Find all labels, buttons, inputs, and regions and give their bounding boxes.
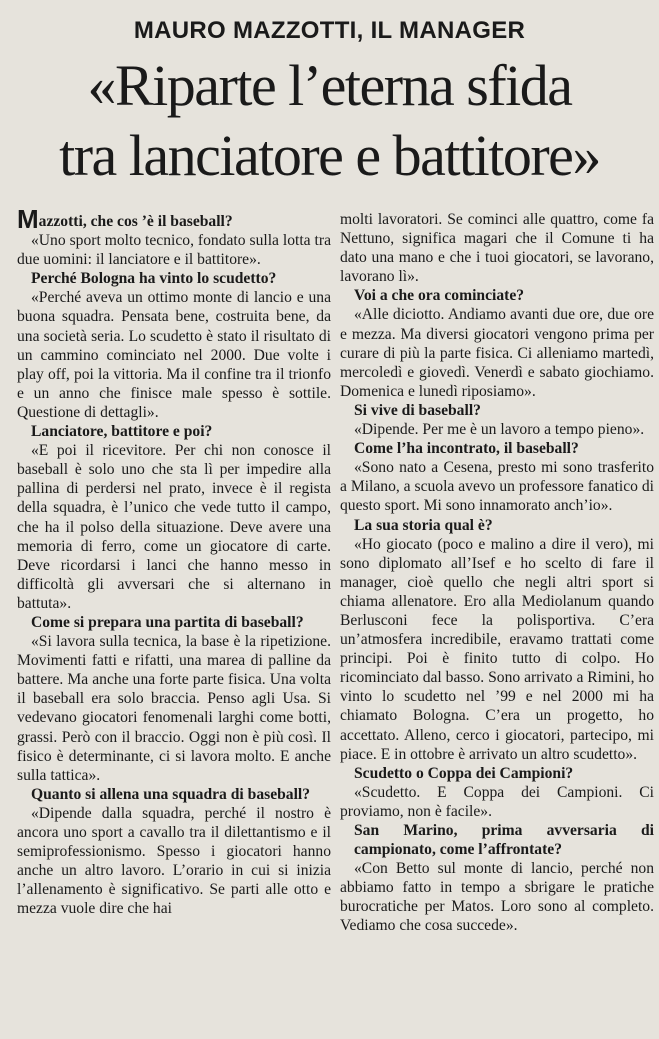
- question-8: Come l’ha incontrato, il baseball?: [354, 440, 579, 458]
- left-column: [17, 210, 331, 1036]
- answer-3: «E poi il ricevitore. Per chi non conosce il baseball è solo uno che sta lì per impedire alla pallina di perdersi nel prato, invece è il regista della squadra, è l’unico che vede tutto il campo, che ha il polso della situazione. Deve avere una memoria di ferro, come un giocatore di carte. Deve ricordarsi i lanci che hanno messo in difficoltà gli avversari che si alternano in battuta».: [17, 442, 331, 612]
- article-kicker: MAURO MAZZOTTI, IL MANAGER: [133, 17, 526, 44]
- question-5: Quanto si allena una squadra di baseball?: [31, 785, 311, 803]
- question-11: San Marino, prima avversaria di campionato, come l’affrontate?: [354, 822, 654, 859]
- question-6: Voi a che ora cominciate?: [354, 287, 525, 305]
- right-column: [340, 210, 654, 1036]
- answer-9: «Ho giocato (poco e malino a dire il vero), mi sono diplomato all’Isef e ho scelto di fare il manager, cioè quello che negli altri sport si chiama allenatore. Ero alla Mediolanum quando Berlusconi fece la polisportiva. C’era un’atmosfera incredibile, eravamo trattati come principi. Poi è finito tutto di colpo. Ho ricominciato dal basso. Sono arrivato a Rimini, ho vinto lo scudetto nel ’99 e nel 2000 mi ha chiamato Bologna. C’era un progetto, ho accettato. Alleno, cerco i giocatori, partecipo, mi piace. E in ottobre è arrivato un altro scudetto».: [340, 535, 654, 763]
- answer-2: «Perché aveva un ottimo monte di lancio e una buona squadra. Pensata bene, costruita bene, da una società seria. Lo scudetto è stato il risultato di un cammino cominciato nel 2000. Due volte i play off, poi la vittoria. Ma il confine tra il trionfo e un anno che finisce male spesso è sottile. Questione di dettagli».: [17, 289, 331, 421]
- question-2: Perché Bologna ha vinto lo scudetto?: [31, 270, 277, 288]
- drop-cap: M: [17, 210, 39, 234]
- question-4: Come si prepara una partita di baseball?: [31, 613, 304, 631]
- first-question: [17, 210, 331, 234]
- answer-11: «Con Betto sul monte di lancio, perché non abbiamo fatto in tempo a sbrigare le pratiche burocratiche per Matos. Loro sono al completo. Vediamo che cosa succede».: [340, 860, 654, 935]
- answer-4: «Si lavora sulla tecnica, la base è la ripetizione. Movimenti fatti e rifatti, una marea di palline da battere. Ma anche una forte parte fisica. Una volta il baseball era solo braccia. Penso agli Usa. Si vedevano giocatori fenomenali larghi come botti, grassi. Però con il braccio. Oggi non è più così. Il fisico è determinante, ci si lavora molto. E anche sulla tattica».: [17, 633, 331, 784]
- answer-6: «Alle diciotto. Andiamo avanti due ore, due ore e mezza. Ma diversi giocatori vengono prima per curare di più la parte fisica. Ci alleniamo martedì, mercoledì e giovedì. Venerdì e sabato giochiamo. Domenica e lunedì riposiamo».: [340, 306, 654, 400]
- answer-5-continued: molti lavoratori. Se cominci alle quattro, come fa Nettuno, significa magari che il Comune ti ha dato una mano e che i tuoi giocatori, se lavorano, lavorano lì».: [340, 211, 654, 286]
- question-7: Si vive di baseball?: [354, 401, 481, 419]
- headline-line-2: tra lanciatore e battitore»: [59, 123, 600, 188]
- question-10: Scudetto o Coppa dei Campioni?: [354, 764, 574, 782]
- answer-1: «Uno sport molto tecnico, fondato sulla lotta tra due uomini: il lanciatore e il battitore».: [17, 232, 331, 269]
- first-question-text: azzotti, che cos ’è il baseball?: [38, 213, 233, 230]
- question-9: La sua storia qual è?: [354, 516, 493, 534]
- answer-10: «Scudetto. E Coppa dei Campioni. Ci proviamo, non è facile».: [340, 783, 654, 820]
- question-3: Lanciatore, battitore e poi?: [31, 423, 213, 441]
- answer-7: «Dipende. Per me è un lavoro a tempo pieno».: [354, 421, 645, 439]
- answer-5: «Dipende dalla squadra, perché il nostro è ancora uno sport a cavallo tra il dilettantismo e il semiprofessionismo. Spesso i giocatori hanno anche un altro lavoro. L’orario in cui si inizia l’allenamento è significativo. Se parti alle otto e mezza vuole dire che hai: [17, 804, 331, 918]
- headline-line-1: «Riparte l’eterna sfida: [87, 53, 572, 118]
- answer-8: «Sono nato a Cesena, presto mi sono trasferito a Milano, a scuola avevo un professore fanatico di questo sport. Mi sono innamorato anch’io».: [340, 459, 654, 515]
